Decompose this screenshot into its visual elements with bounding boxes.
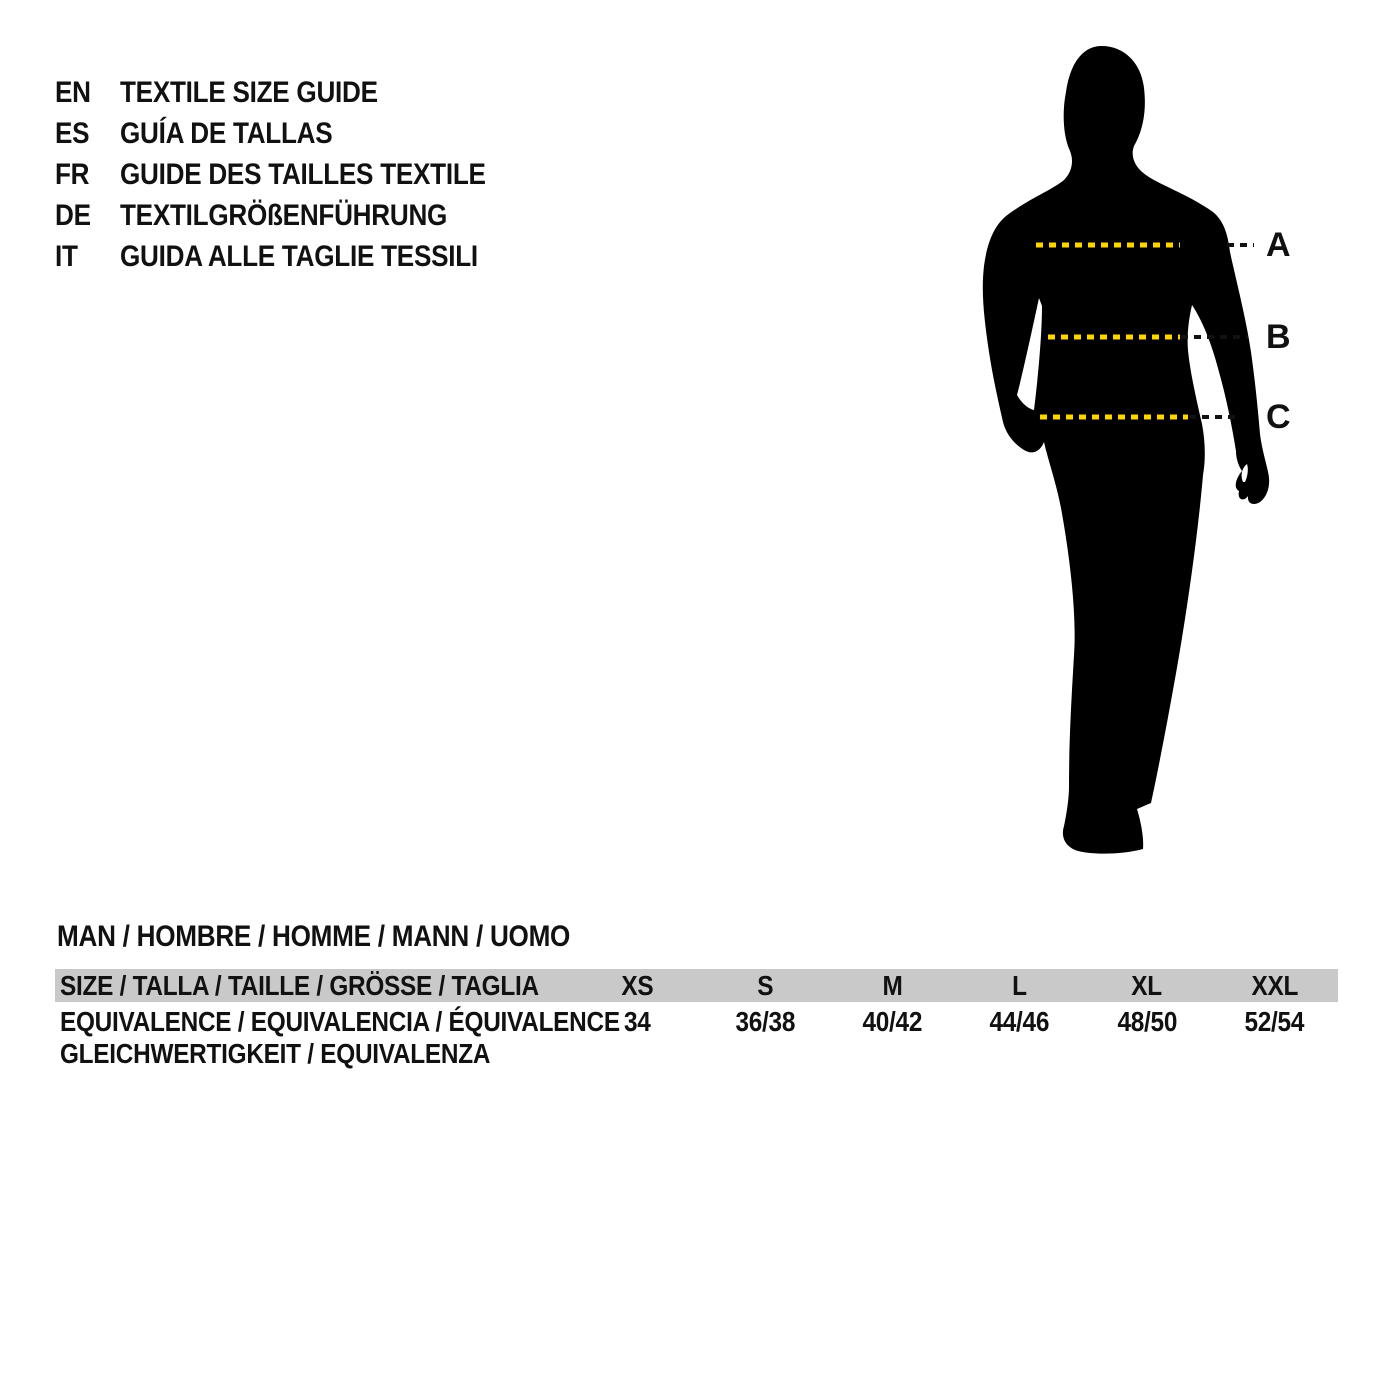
equivalence-cell-xl: 48/50 xyxy=(1117,1006,1177,1037)
language-title: GUIDA ALLE TAGLIE TESSILI xyxy=(120,239,478,273)
section-title xyxy=(57,922,647,952)
measurement-label-c: C xyxy=(1266,398,1291,436)
language-code: IT xyxy=(55,239,78,273)
language-row-en xyxy=(55,72,540,113)
size-cell-xs: XS xyxy=(621,969,654,1001)
size-header-row xyxy=(55,969,1338,1002)
size-cell-xl: XL xyxy=(1131,969,1163,1001)
measurement-label-b: B xyxy=(1266,318,1291,356)
language-row-de xyxy=(55,195,540,236)
language-code: EN xyxy=(55,75,91,109)
equivalence-cell-m: 40/42 xyxy=(862,1006,923,1037)
language-title: GUÍA DE TALLAS xyxy=(120,116,333,150)
language-row-fr xyxy=(55,154,540,195)
equivalence-row-label: EQUIVALENCE / EQUIVALENCIA / ÉQUIVALENCE xyxy=(60,1006,620,1037)
measurement-label-a: A xyxy=(1266,226,1291,264)
equivalence-cell-xxl: 52/54 xyxy=(1244,1006,1305,1037)
language-title: TEXTILE SIZE GUIDE xyxy=(120,75,378,109)
language-title: GUIDE DES TAILLES TEXTILE xyxy=(120,157,486,191)
size-cell-m: M xyxy=(882,969,903,1001)
language-list xyxy=(55,72,540,277)
size-row-label: SIZE / TALLA / TAILLE / GRÖSSE / TAGLIA xyxy=(60,969,539,1001)
language-title: TEXTILGRÖßENFÜHRUNG xyxy=(120,198,448,232)
equivalence-cell-s: 36/38 xyxy=(735,1006,795,1037)
equivalence-cell-l: 44/46 xyxy=(989,1006,1050,1037)
language-row-es xyxy=(55,113,540,154)
man-silhouette-body xyxy=(983,46,1269,854)
language-row-it xyxy=(55,236,540,277)
size-cell-xxl: XXL xyxy=(1251,969,1298,1001)
equivalence-cell-xs: 34 xyxy=(624,1006,651,1037)
section-title-text: MAN / HOMBRE / HOMME / MANN / UOMO xyxy=(57,920,571,953)
size-cell-l: L xyxy=(1012,969,1027,1001)
language-code: FR xyxy=(55,157,90,191)
equivalence-row xyxy=(55,1006,1338,1038)
equivalence-row-label-line2: GLEICHWERTIGKEIT / EQUIVALENZA xyxy=(60,1038,491,1069)
language-code: ES xyxy=(55,116,90,150)
language-code: DE xyxy=(55,198,91,232)
size-cell-s: S xyxy=(756,969,773,1001)
man-silhouette-icon xyxy=(955,40,1300,860)
